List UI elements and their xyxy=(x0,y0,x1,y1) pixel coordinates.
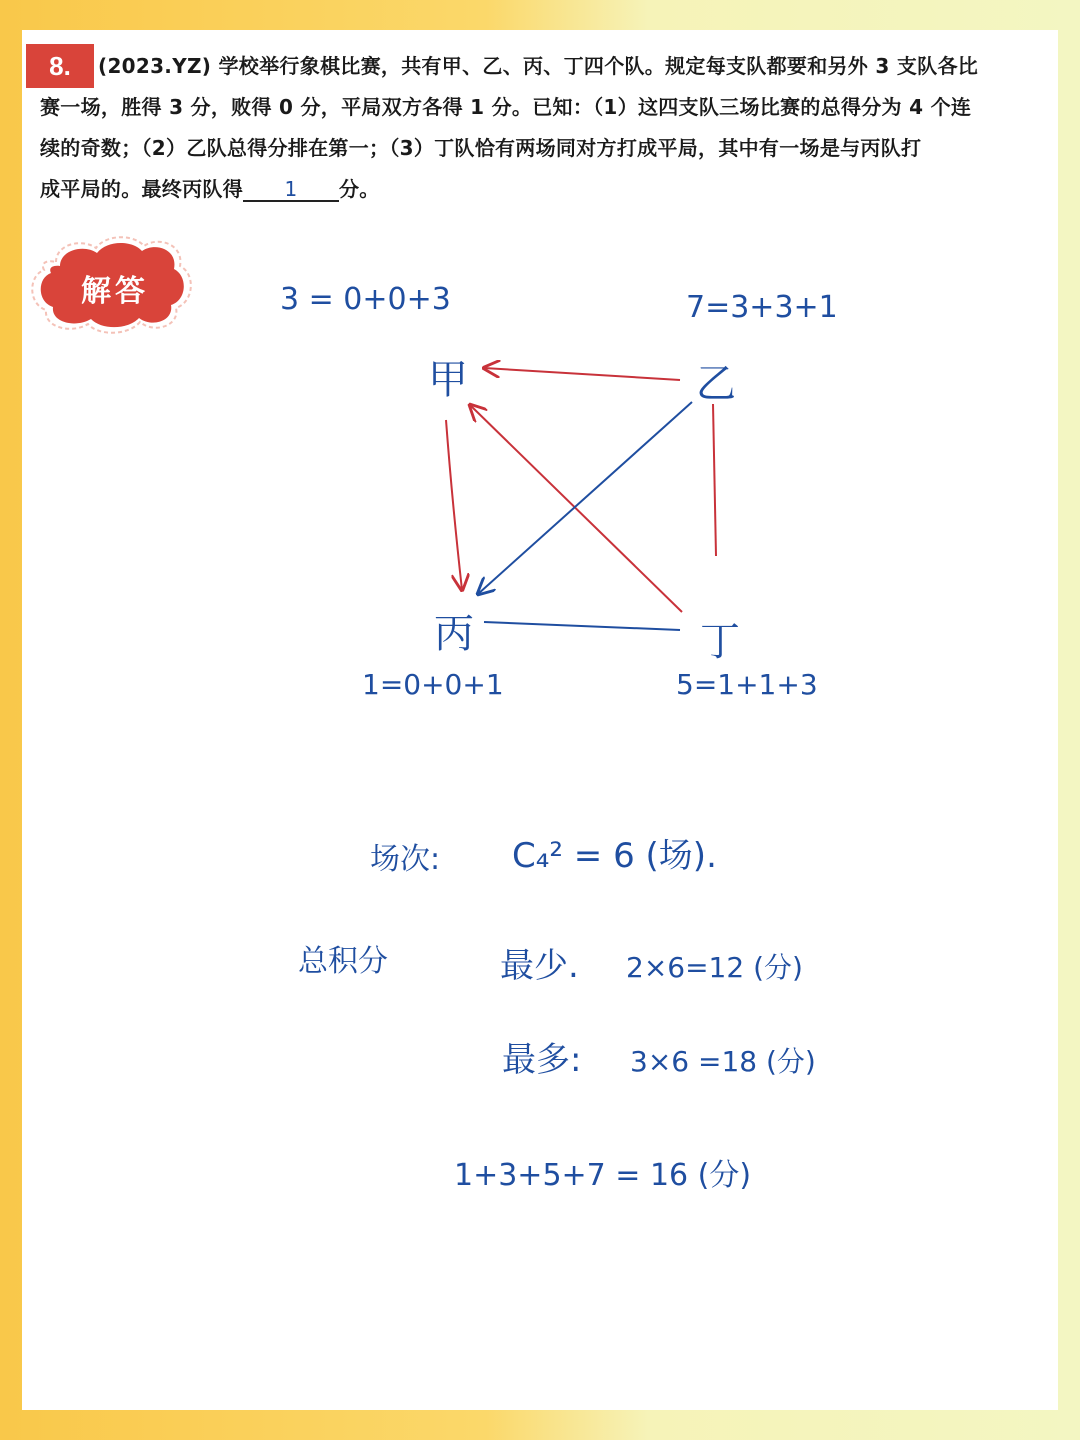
score-ding: 5=1+1+3 xyxy=(676,668,818,701)
team-jia: 甲 xyxy=(428,357,468,403)
question-source: (2023.YZ) xyxy=(98,54,212,78)
matches-label: 场次: xyxy=(370,842,441,877)
question-line-4: 成平局的。最终丙队得 xyxy=(40,177,243,201)
question-line-1: 学校举行象棋比赛，共有甲、乙、丙、丁四个队。规定每支队都要和另外 3 支队各比 xyxy=(218,54,979,78)
total-points-label: 总积分 xyxy=(298,944,388,979)
score-yi: 7=3+3+1 xyxy=(686,290,838,325)
edge-jia-beats-bing xyxy=(446,420,462,590)
team-bing: 丙 xyxy=(434,611,474,657)
max-label: 最多: xyxy=(502,1040,582,1080)
edge-yi-draw-ding xyxy=(713,404,716,556)
edge-yi-beats-bing xyxy=(478,402,692,594)
min-label: 最少. xyxy=(500,946,579,986)
question-line-3: 续的奇数；（2）乙队总得分排在第一；（3）丁队恰有两场同对方打成平局，其中有一场是与丙队打 xyxy=(40,136,922,160)
question-line-4-end: 分。 xyxy=(339,177,380,201)
max-expression: 3×6 =18 (分) xyxy=(630,1045,816,1078)
matches-expression: C₄² = 6 (场). xyxy=(512,836,717,876)
team-yi: 乙 xyxy=(696,361,736,407)
question-number-badge: 8. xyxy=(26,44,94,88)
score-jia: 3 = 0+0+3 xyxy=(280,282,451,317)
edge-ding-beats-jia xyxy=(470,405,682,612)
edge-yi-beats-jia xyxy=(484,368,680,380)
edge-bing-draw-ding xyxy=(484,622,680,630)
question-line-2: 赛一场，胜得 3 分，败得 0 分，平局双方各得 1 分。已知：（1）这四支队三场比赛的总得分为 4 个连 xyxy=(40,95,972,119)
sum-expression: 1+3+5+7 = 16 (分) xyxy=(454,1158,752,1193)
answer-blank-value: 1 xyxy=(284,177,298,201)
min-expression: 2×6=12 (分) xyxy=(626,951,803,984)
answer-label: 解答 xyxy=(81,274,149,309)
team-ding: 丁 xyxy=(700,619,740,665)
score-bing: 1=0+0+1 xyxy=(362,668,504,701)
